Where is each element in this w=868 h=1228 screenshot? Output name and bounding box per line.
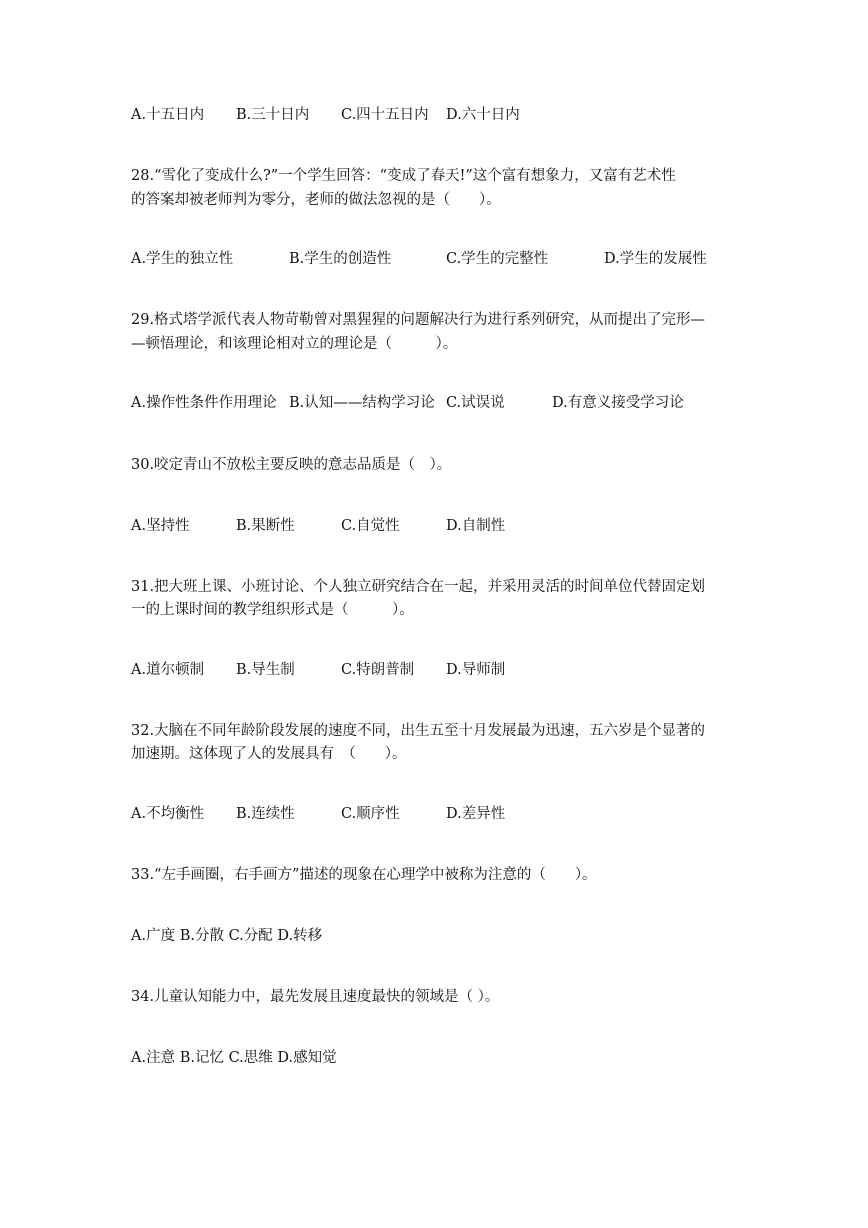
q28-stem-line-2: 的答案却被老师判为零分，老师的做法忽视的是（ ）。 xyxy=(131,192,501,208)
q33-options: A.广度 B.分散 C.分配 D.转移 xyxy=(131,928,323,944)
q30-stem-line-1: 30.咬定青山不放松主要反映的意志品质是（ ）。 xyxy=(131,457,452,473)
q32-option-d: D.差异性 xyxy=(446,806,506,822)
q27-option-d: D.六十日内 xyxy=(446,107,520,123)
q30-option-a: A.坚持性 xyxy=(131,518,190,534)
q29-option-d: D.有意义接受学习论 xyxy=(552,395,684,411)
q31-stem-line-2: 一的上课时间的教学组织形式是（ ）。 xyxy=(131,602,414,618)
q27-option-a: A.十五日内 xyxy=(131,107,205,123)
q32-option-c: C.顺序性 xyxy=(341,806,400,822)
q31-option-c: C.特朗普制 xyxy=(341,662,415,678)
q32-option-b: B.连续性 xyxy=(236,806,295,822)
q27-option-b: B.三十日内 xyxy=(236,107,310,123)
q28-option-c: C.学生的完整性 xyxy=(446,251,549,267)
q33-stem-line-1: 33.“左手画圈，右手画方”描述的现象在心理学中被称为注意的（ ）。 xyxy=(131,867,597,883)
q29-stem-line-1: 29.格式塔学派代表人物苛勒曾对黑猩猩的问题解决行为进行系列研究，从而提出了完形— xyxy=(131,312,706,328)
q28-option-b: B.学生的创造性 xyxy=(289,251,392,267)
q28-option-a: A.学生的独立性 xyxy=(131,251,234,267)
q31-option-b: B.导生制 xyxy=(236,662,295,678)
q30-option-b: B.果断性 xyxy=(236,518,295,534)
q31-option-a: A.道尔顿制 xyxy=(131,662,205,678)
q29-option-b: B.认知——结构学习论 xyxy=(289,395,435,411)
q34-options: A.注意 B.记忆 C.思维 D.感知觉 xyxy=(131,1050,337,1066)
q32-stem-line-2: 加速期。这体现了人的发展具有 （ ）。 xyxy=(131,746,407,762)
q29-option-a: A.操作性条件作用理论 xyxy=(131,395,277,411)
q30-option-d: D.自制性 xyxy=(446,518,506,534)
q29-option-c: C.试误说 xyxy=(446,395,505,411)
q28-stem-line-1: 28.“雪化了变成什么?”一个学生回答：“变成了春天!”这个富有想象力，又富有艺术性 xyxy=(131,168,676,184)
q32-stem-line-1: 32.大脑在不同年龄阶段发展的速度不同，出生五至十月发展最为迅速，五六岁是个显著的 xyxy=(131,723,706,739)
q34-stem-line-1: 34.儿童认知能力中，最先发展且速度最快的领域是（ ）。 xyxy=(131,989,500,1005)
q28-option-d: D.学生的发展性 xyxy=(604,251,707,267)
q27-option-c: C.四十五日内 xyxy=(341,107,429,123)
q31-stem-line-1: 31.把大班上课、小班讨论、个人独立研究结合在一起，并采用灵活的时间单位代替固定划 xyxy=(131,579,706,595)
q32-option-a: A.不均衡性 xyxy=(131,806,205,822)
q29-stem-line-2: —顿悟理论，和该理论相对立的理论是（ ）。 xyxy=(131,336,458,352)
q30-option-c: C.自觉性 xyxy=(341,518,400,534)
q31-option-d: D.导师制 xyxy=(446,662,506,678)
